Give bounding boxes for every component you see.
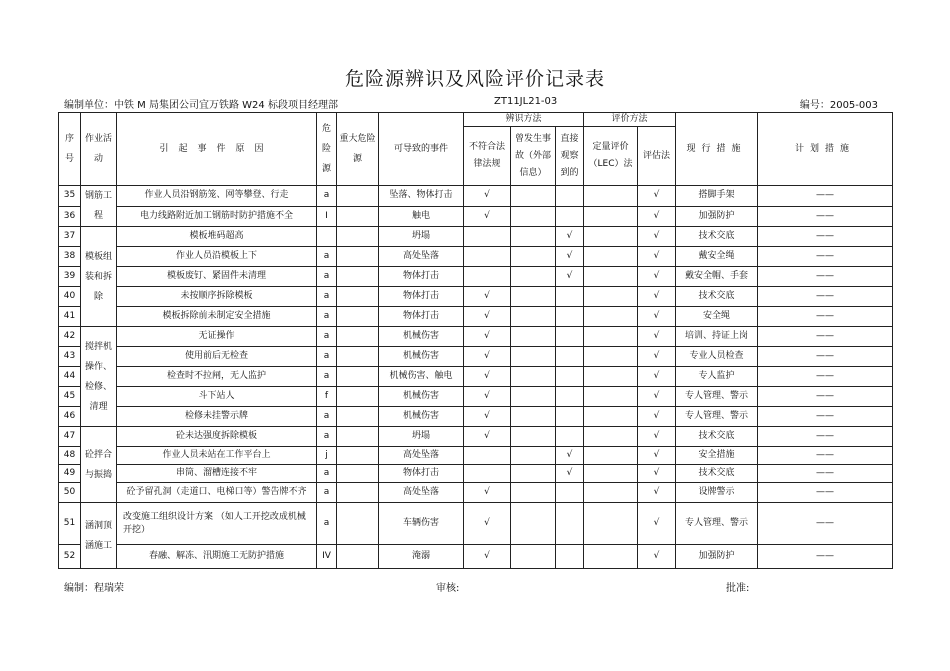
row-ev-b: √ [638, 186, 676, 207]
row-ev-b: √ [638, 247, 676, 267]
row-major [337, 447, 379, 465]
row-hazard: a [317, 247, 337, 267]
row-major [337, 465, 379, 483]
approve-label: 批准: [726, 583, 750, 594]
row-number: 36 [59, 206, 81, 227]
row-number: 41 [59, 307, 81, 327]
row-ev-a [584, 206, 638, 227]
table-row [59, 387, 893, 407]
row-number: 45 [59, 387, 81, 407]
row-ev-a [584, 465, 638, 483]
activity-group: 涵洞顶涵施工 [81, 503, 117, 569]
row-ev-b: √ [638, 387, 676, 407]
row-event: 物体打击 [379, 287, 464, 307]
row-number: 42 [59, 327, 81, 347]
row-number: 48 [59, 447, 81, 465]
header-cause: 引起事件原因 [117, 113, 317, 186]
row-id-c [556, 186, 584, 207]
header-id-c: 直接观察到的 [556, 127, 584, 186]
row-ev-a [584, 227, 638, 247]
row-measure: 安全绳 [676, 307, 758, 327]
row-hazard: a [317, 186, 337, 207]
row-cause: 作业人员沿钢筋笼、网等攀登、行走 [117, 186, 317, 207]
row-number: 47 [59, 427, 81, 447]
header-identify: 辨识方法 [464, 113, 584, 127]
row-event: 机械伤害 [379, 347, 464, 367]
row-id-a: √ [464, 186, 511, 207]
row-plan: —— [758, 367, 893, 387]
row-id-c [556, 327, 584, 347]
row-event: 车辆伤害 [379, 503, 464, 545]
row-hazard [317, 227, 337, 247]
row-hazard: a [317, 503, 337, 545]
row-number: 52 [59, 545, 81, 569]
header-ev-b: 评估法 [638, 127, 676, 186]
row-plan: —— [758, 327, 893, 347]
row-ev-b: √ [638, 545, 676, 569]
row-id-c [556, 307, 584, 327]
row-id-c [556, 483, 584, 503]
row-ev-a [584, 447, 638, 465]
row-ev-b: √ [638, 447, 676, 465]
row-event: 高处坠落 [379, 447, 464, 465]
row-id-c: √ [556, 267, 584, 287]
row-plan: —— [758, 483, 893, 503]
table-row [59, 427, 893, 447]
row-plan: —— [758, 545, 893, 569]
row-id-c [556, 427, 584, 447]
table-row [59, 465, 893, 483]
row-ev-a [584, 503, 638, 545]
row-cause: 串筒、溜槽连接不牢 [117, 465, 317, 483]
row-id-b [511, 307, 556, 327]
table-row [59, 247, 893, 267]
row-id-c [556, 287, 584, 307]
row-major [337, 387, 379, 407]
row-hazard: a [317, 267, 337, 287]
header-ev-a: 定量评价（LEC）法 [584, 127, 638, 186]
row-number: 39 [59, 267, 81, 287]
row-measure: 专人管理、警示 [676, 503, 758, 545]
row-ev-b: √ [638, 267, 676, 287]
row-cause: 砼予留孔洞（走道口、电梯口等）警告牌不齐 [117, 483, 317, 503]
row-cause: 作业人员未站在工作平台上 [117, 447, 317, 465]
row-major [337, 267, 379, 287]
row-id-c [556, 347, 584, 367]
row-hazard: a [317, 465, 337, 483]
row-number: 37 [59, 227, 81, 247]
row-cause: 检修未挂警示牌 [117, 407, 317, 427]
row-id-c [556, 503, 584, 545]
row-ev-a [584, 407, 638, 427]
row-cause: 未按顺序拆除模板 [117, 287, 317, 307]
row-hazard: j [317, 447, 337, 465]
row-plan: —— [758, 387, 893, 407]
row-major [337, 186, 379, 207]
row-number: 38 [59, 247, 81, 267]
row-cause: 检查时不拉闸，无人监护 [117, 367, 317, 387]
row-id-b [511, 545, 556, 569]
header-measures: 现行措施 [676, 113, 758, 186]
row-major [337, 483, 379, 503]
row-id-c [556, 206, 584, 227]
row-major [337, 427, 379, 447]
signature-footer [64, 579, 886, 593]
row-id-b [511, 247, 556, 267]
row-plan: —— [758, 227, 893, 247]
row-hazard: I [317, 206, 337, 227]
row-id-b [511, 503, 556, 545]
activity-group: 钢筋工程 [81, 186, 117, 227]
row-event: 高处坠落 [379, 483, 464, 503]
header-plan: 计划措施 [758, 113, 893, 186]
row-measure: 技术交底 [676, 427, 758, 447]
table-row [59, 307, 893, 327]
row-major [337, 545, 379, 569]
row-id-a: √ [464, 407, 511, 427]
header-evaluate: 评价方法 [584, 113, 676, 127]
row-id-b [511, 387, 556, 407]
row-hazard: a [317, 327, 337, 347]
row-id-a [464, 227, 511, 247]
risk-table [58, 112, 893, 569]
row-id-b [511, 347, 556, 367]
document-meta [64, 96, 886, 110]
row-id-a: √ [464, 503, 511, 545]
row-id-a: √ [464, 206, 511, 227]
row-major [337, 206, 379, 227]
row-id-a [464, 247, 511, 267]
row-id-c: √ [556, 247, 584, 267]
row-cause: 无证操作 [117, 327, 317, 347]
row-hazard: a [317, 407, 337, 427]
row-major [337, 287, 379, 307]
row-hazard: a [317, 287, 337, 307]
row-measure: 技术交底 [676, 287, 758, 307]
row-id-a [464, 267, 511, 287]
row-number: 35 [59, 186, 81, 207]
row-event: 物体打击 [379, 465, 464, 483]
row-measure: 加强防护 [676, 206, 758, 227]
row-id-a: √ [464, 387, 511, 407]
row-major [337, 407, 379, 427]
row-measure: 专人监护 [676, 367, 758, 387]
row-plan: —— [758, 267, 893, 287]
row-cause: 电力线路附近加工钢筋时防护措施不全 [117, 206, 317, 227]
row-major [337, 503, 379, 545]
row-cause: 斗下站人 [117, 387, 317, 407]
row-ev-a [584, 483, 638, 503]
row-ev-b: √ [638, 347, 676, 367]
row-event: 坠落、物体打击 [379, 186, 464, 207]
row-major [337, 307, 379, 327]
row-ev-b: √ [638, 206, 676, 227]
row-ev-a [584, 387, 638, 407]
row-id-c: √ [556, 227, 584, 247]
row-event: 机械伤害、触电 [379, 367, 464, 387]
row-id-b [511, 427, 556, 447]
document-number: 编号：2005-003 [799, 100, 878, 111]
row-measure: 培训、持证上岗 [676, 327, 758, 347]
row-event: 机械伤害 [379, 407, 464, 427]
table-row [59, 367, 893, 387]
row-measure: 专人管理、警示 [676, 387, 758, 407]
row-id-a: √ [464, 327, 511, 347]
row-ev-a [584, 347, 638, 367]
row-ev-b: √ [638, 427, 676, 447]
row-ev-a [584, 267, 638, 287]
row-event: 高处坠落 [379, 247, 464, 267]
row-event: 坍塌 [379, 427, 464, 447]
row-event: 物体打击 [379, 307, 464, 327]
row-plan: —— [758, 206, 893, 227]
row-ev-b: √ [638, 465, 676, 483]
row-hazard: a [317, 307, 337, 327]
activity-group: 砼拌合与振捣 [81, 427, 117, 503]
header-id-a: 不符合法律法规 [464, 127, 511, 186]
row-id-a: √ [464, 483, 511, 503]
row-measure: 戴安全帽、手套 [676, 267, 758, 287]
row-ev-b: √ [638, 367, 676, 387]
row-major [337, 247, 379, 267]
row-measure: 专人管理、警示 [676, 407, 758, 427]
form-code: ZT11JL21-03 [494, 96, 558, 107]
row-hazard: f [317, 387, 337, 407]
activity-group: 搅拌机操作、检修、清理 [81, 327, 117, 427]
row-measure: 搭脚手架 [676, 186, 758, 207]
row-measure: 专业人员检查 [676, 347, 758, 367]
header-event: 可导致的事件 [379, 113, 464, 186]
row-major [337, 227, 379, 247]
row-ev-a [584, 287, 638, 307]
row-id-b [511, 367, 556, 387]
row-measure: 技术交底 [676, 465, 758, 483]
row-plan: —— [758, 307, 893, 327]
row-ev-a [584, 327, 638, 347]
row-plan: —— [758, 407, 893, 427]
unit-label: 编制单位：中铁 M 局集团公司宜万铁路 W24 标段项目经理部 [64, 100, 338, 111]
row-hazard: a [317, 367, 337, 387]
prepared-by: 编制：程瑞荣 [64, 583, 124, 594]
row-id-c [556, 545, 584, 569]
row-id-c: √ [556, 447, 584, 465]
row-major [337, 347, 379, 367]
row-cause: 模板堆码超高 [117, 227, 317, 247]
row-ev-b: √ [638, 287, 676, 307]
table-row [59, 267, 893, 287]
row-cause: 模板拆除前未制定安全措施 [117, 307, 317, 327]
row-cause: 改变施工组织设计方案 （如人工开挖改成机械开挖） [117, 503, 317, 545]
header-hazard: 危险源 [317, 113, 337, 186]
table-row [59, 407, 893, 427]
row-event: 物体打击 [379, 267, 464, 287]
row-plan: —— [758, 465, 893, 483]
table-row [59, 347, 893, 367]
table-row [59, 206, 893, 227]
row-event: 坍塌 [379, 227, 464, 247]
table-row [59, 447, 893, 465]
page-title: 危险源辨识及风险评价记录表 [344, 68, 605, 90]
row-id-a: √ [464, 307, 511, 327]
row-measure: 设牌警示 [676, 483, 758, 503]
header-activity: 作业活动 [81, 113, 117, 186]
row-id-b [511, 447, 556, 465]
table-row [59, 287, 893, 307]
row-hazard: IV [317, 545, 337, 569]
row-ev-b: √ [638, 227, 676, 247]
header-seq: 序号 [59, 113, 81, 186]
row-cause: 作业人员沿模板上下 [117, 247, 317, 267]
row-plan: —— [758, 186, 893, 207]
row-measure: 安全措施 [676, 447, 758, 465]
row-number: 44 [59, 367, 81, 387]
row-event: 淹溺 [379, 545, 464, 569]
table-row [59, 227, 893, 247]
row-ev-b: √ [638, 307, 676, 327]
row-number: 43 [59, 347, 81, 367]
row-id-c [556, 387, 584, 407]
row-id-a: √ [464, 427, 511, 447]
row-event: 机械伤害 [379, 327, 464, 347]
row-id-b [511, 407, 556, 427]
row-number: 51 [59, 503, 81, 545]
table-row [59, 503, 893, 545]
row-id-b [511, 227, 556, 247]
row-major [337, 327, 379, 347]
row-plan: —— [758, 427, 893, 447]
row-hazard: a [317, 427, 337, 447]
row-id-b [511, 483, 556, 503]
row-plan: —— [758, 503, 893, 545]
row-cause: 春融、解冻、汛期施工无防护措施 [117, 545, 317, 569]
table-row [59, 327, 893, 347]
row-ev-a [584, 307, 638, 327]
row-ev-b: √ [638, 327, 676, 347]
row-id-a: √ [464, 347, 511, 367]
row-plan: —— [758, 347, 893, 367]
review-label: 审核: [436, 583, 460, 594]
row-measure: 技术交底 [676, 227, 758, 247]
row-id-b [511, 186, 556, 207]
row-number: 46 [59, 407, 81, 427]
row-id-c [556, 407, 584, 427]
row-ev-a [584, 367, 638, 387]
row-ev-a [584, 186, 638, 207]
row-id-b [511, 465, 556, 483]
table-row [59, 483, 893, 503]
table-row [59, 186, 893, 207]
row-ev-b: √ [638, 407, 676, 427]
row-id-c [556, 367, 584, 387]
row-id-b [511, 287, 556, 307]
row-id-a: √ [464, 545, 511, 569]
row-plan: —— [758, 447, 893, 465]
row-id-c: √ [556, 465, 584, 483]
row-ev-b: √ [638, 483, 676, 503]
row-number: 40 [59, 287, 81, 307]
header-major: 重大危险源 [337, 113, 379, 186]
row-hazard: a [317, 483, 337, 503]
row-number: 50 [59, 483, 81, 503]
row-plan: —— [758, 247, 893, 267]
row-measure: 戴安全绳 [676, 247, 758, 267]
row-id-a: √ [464, 367, 511, 387]
row-major [337, 367, 379, 387]
row-cause: 模板废钉、紧固件未清理 [117, 267, 317, 287]
row-event: 机械伤害 [379, 387, 464, 407]
row-id-b [511, 206, 556, 227]
table-header [59, 113, 893, 186]
row-id-a: √ [464, 287, 511, 307]
row-cause: 使用前后无检查 [117, 347, 317, 367]
row-id-b [511, 267, 556, 287]
row-number: 49 [59, 465, 81, 483]
row-id-a [464, 465, 511, 483]
row-measure: 加强防护 [676, 545, 758, 569]
activity-group: 模板组装和拆除 [81, 227, 117, 327]
row-id-a [464, 447, 511, 465]
row-ev-a [584, 427, 638, 447]
row-ev-a [584, 545, 638, 569]
header-id-b: 曾发生事故（外部信息） [511, 127, 556, 186]
row-ev-b: √ [638, 503, 676, 545]
table-body [59, 186, 893, 569]
row-cause: 砼未达强度拆除模板 [117, 427, 317, 447]
row-id-b [511, 327, 556, 347]
table-row [59, 545, 893, 569]
row-hazard: a [317, 347, 337, 367]
row-plan: —— [758, 287, 893, 307]
row-event: 触电 [379, 206, 464, 227]
row-ev-a [584, 247, 638, 267]
